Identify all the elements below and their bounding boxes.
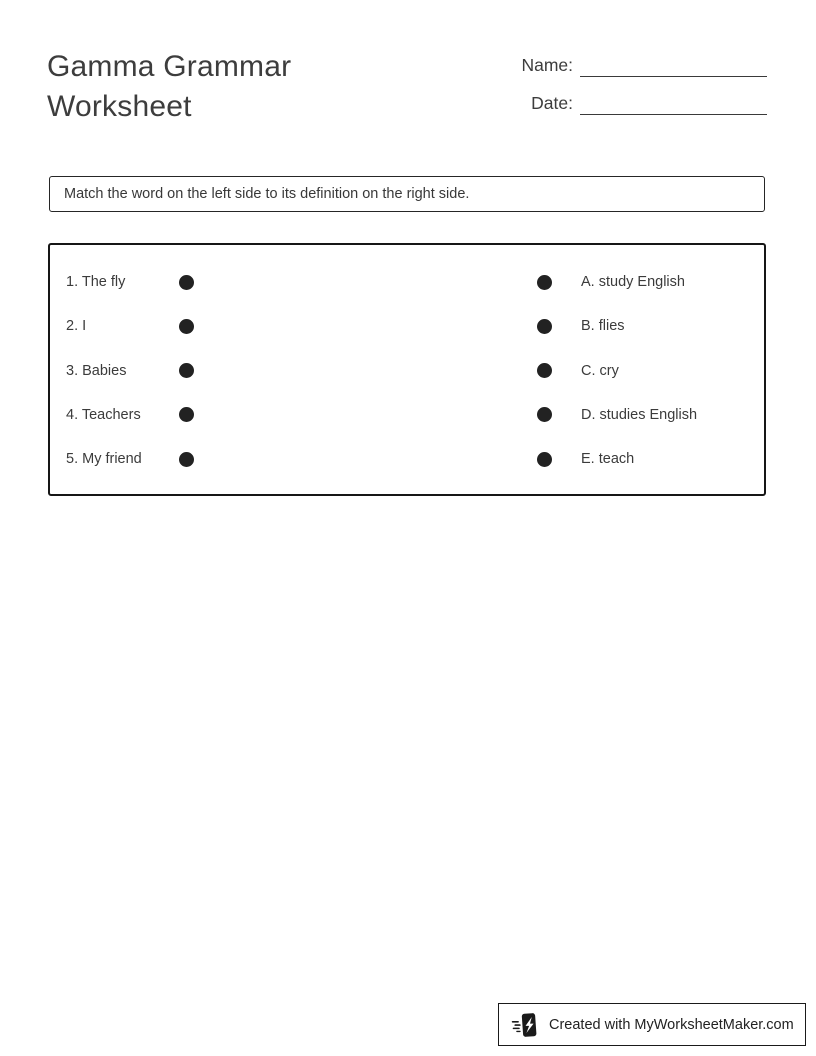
match-dot-left bbox=[179, 407, 194, 422]
credit-badge[interactable] bbox=[498, 1003, 806, 1046]
worksheet-maker-logo-icon bbox=[510, 1009, 542, 1041]
match-row-5 bbox=[50, 450, 764, 468]
name-blank-line bbox=[580, 53, 767, 77]
match-left-label: 3. Babies bbox=[66, 362, 127, 379]
match-left-label: 1. The fly bbox=[66, 274, 126, 290]
credit-text: Created with MyWorksheetMaker.com bbox=[549, 1016, 794, 1033]
match-row-2 bbox=[50, 317, 764, 335]
match-dot-left bbox=[179, 319, 194, 334]
match-left-label: 4. Teachers bbox=[66, 406, 141, 423]
match-dot-right bbox=[537, 363, 552, 378]
match-right-label: E. teach bbox=[581, 451, 635, 467]
match-dot-right bbox=[537, 275, 552, 290]
match-row-4 bbox=[50, 406, 764, 424]
name-date-block bbox=[507, 52, 767, 128]
match-dot-right bbox=[537, 319, 552, 334]
match-right-label: A. study English bbox=[581, 274, 685, 290]
instruction-text: Match the word on the left side to its definition on the right side. bbox=[64, 186, 470, 202]
date-label: Date: bbox=[531, 93, 573, 113]
name-row bbox=[507, 52, 767, 77]
name-label: Name: bbox=[521, 55, 573, 75]
match-row-1 bbox=[50, 273, 764, 291]
match-right-label: D. studies English bbox=[581, 406, 698, 423]
instruction-box bbox=[49, 176, 765, 212]
date-blank-line bbox=[580, 91, 767, 115]
match-right-label: B. flies bbox=[581, 318, 625, 335]
match-dot-right bbox=[537, 407, 552, 422]
match-dot-left bbox=[179, 275, 194, 290]
date-row bbox=[507, 90, 767, 115]
match-dot-right bbox=[537, 452, 552, 467]
matching-exercise-box bbox=[48, 243, 766, 496]
match-dot-left bbox=[179, 363, 194, 378]
match-row-3 bbox=[50, 362, 764, 380]
worksheet-title: Gamma Grammar Worksheet bbox=[47, 50, 292, 123]
match-left-label: 2. I bbox=[66, 318, 87, 335]
match-dot-left bbox=[179, 452, 194, 467]
match-right-label: C. cry bbox=[581, 362, 619, 379]
match-left-label: 5. My friend bbox=[66, 451, 142, 467]
